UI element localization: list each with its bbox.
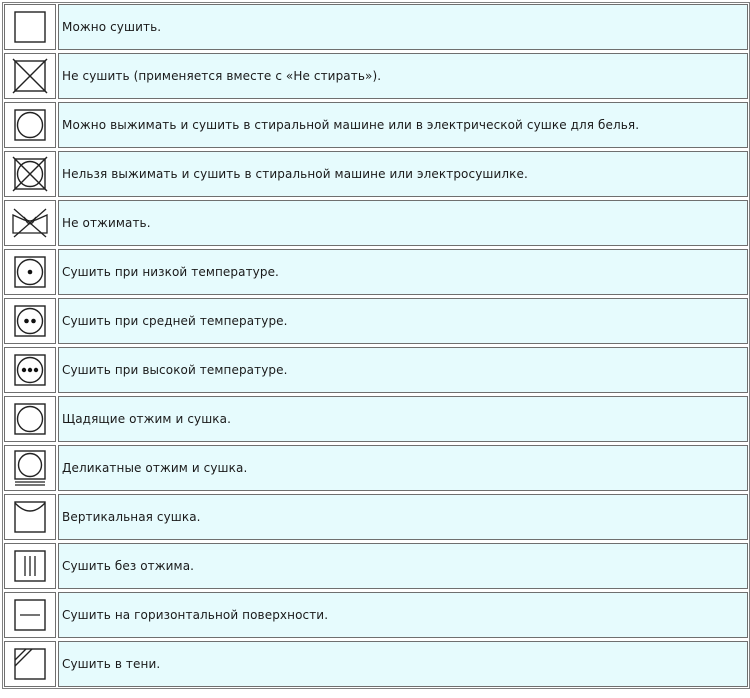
symbol-cell [4, 641, 56, 687]
table-row [3, 395, 749, 444]
table-row [3, 493, 749, 542]
drying-symbols-table [2, 2, 750, 689]
symbol-description: Щадящие отжим и сушка. [58, 396, 748, 442]
table-row [3, 199, 749, 248]
dry-flat-icon [12, 597, 48, 633]
table-row [3, 591, 749, 640]
tumble-dry-gentle-icon [12, 401, 48, 437]
symbol-cell [4, 102, 56, 148]
table-row [3, 52, 749, 101]
table-row [3, 101, 749, 150]
symbol-description: Сушить в тени. [58, 641, 748, 687]
symbol-cell [4, 494, 56, 540]
line-dry-icon [12, 499, 48, 535]
tumble-dry-high-heat-icon [12, 352, 48, 388]
symbol-description: Сушить без отжима. [58, 543, 748, 589]
symbol-cell [4, 543, 56, 589]
symbol-description: Можно выжимать и сушить в стиральной машине или в электрической сушке для белья. [58, 102, 748, 148]
table-row [3, 150, 749, 199]
dry-in-shade-icon [12, 646, 48, 682]
tumble-dry-allowed-icon [12, 9, 48, 45]
do-not-tumble-dry-icon [12, 156, 48, 192]
tumble-dry-low-heat-icon [12, 254, 48, 290]
table-row [3, 3, 749, 52]
symbol-cell [4, 445, 56, 491]
table-row [3, 346, 749, 395]
symbol-cell [4, 200, 56, 246]
symbol-description: Не сушить (применяется вместе с «Не стирать»). [58, 53, 748, 99]
symbol-cell [4, 298, 56, 344]
symbol-description: Нельзя выжимать и сушить в стиральной машине или электросушилке. [58, 151, 748, 197]
symbol-description: Деликатные отжим и сушка. [58, 445, 748, 491]
symbol-description: Не отжимать. [58, 200, 748, 246]
table-row [3, 297, 749, 346]
table-row [3, 542, 749, 591]
table-row [3, 640, 749, 688]
table-row [3, 248, 749, 297]
symbol-description: Сушить на горизонтальной поверхности. [58, 592, 748, 638]
symbol-description: Вертикальная сушка. [58, 494, 748, 540]
symbol-description: Сушить при низкой температуре. [58, 249, 748, 295]
tumble-dry-medium-heat-icon [12, 303, 48, 339]
symbol-cell [4, 53, 56, 99]
do-not-wring-icon [10, 205, 50, 241]
symbol-cell [4, 592, 56, 638]
drip-dry-icon [12, 548, 48, 584]
symbol-cell [4, 249, 56, 295]
symbol-cell [4, 347, 56, 393]
symbol-description: Сушить при средней температуре. [58, 298, 748, 344]
symbol-cell [4, 396, 56, 442]
tumble-dry-delicate-icon [12, 449, 48, 487]
symbol-cell [4, 4, 56, 50]
symbol-description: Можно сушить. [58, 4, 748, 50]
do-not-dry-icon [12, 58, 48, 94]
tumble-dry-icon [12, 107, 48, 143]
symbol-cell [4, 151, 56, 197]
table-row [3, 444, 749, 493]
symbol-description: Сушить при высокой температуре. [58, 347, 748, 393]
